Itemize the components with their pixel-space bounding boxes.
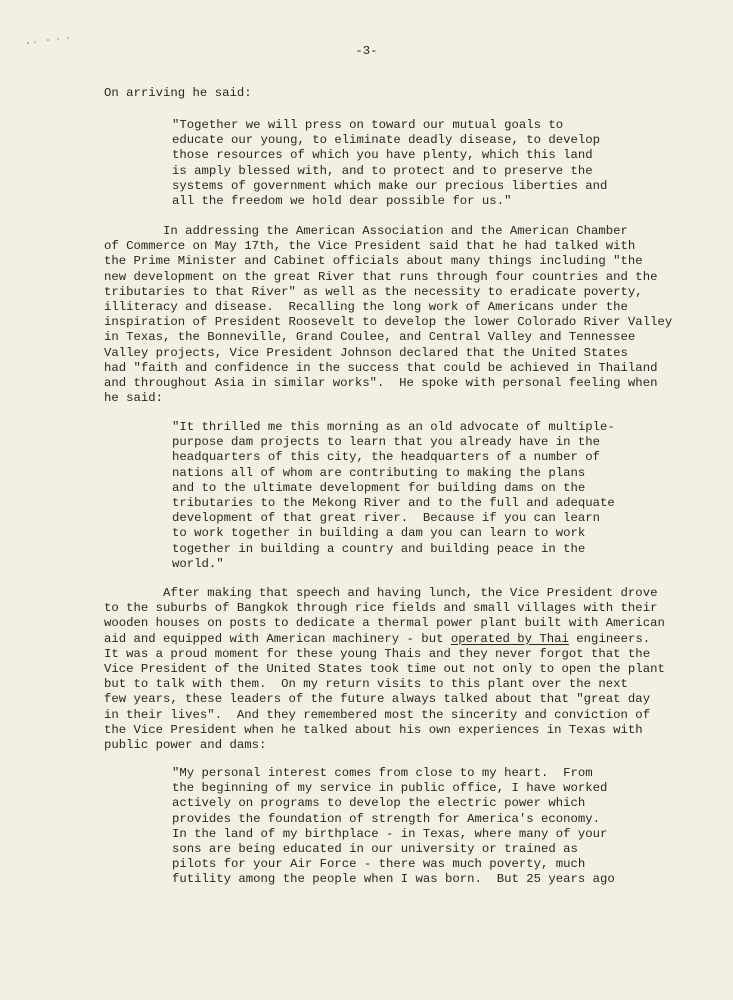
text-segment: engineers. (568, 631, 651, 646)
text-line: systems of government which make our precious liberties and (172, 178, 608, 193)
paragraph-thermal-power-plant (104, 586, 665, 753)
underlined-text: operated by Thai (450, 631, 569, 646)
text-line: and throughout Asia in similar works". He spoke with personal feeling when (104, 375, 658, 390)
text-line: actively on programs to develop the electric power which (172, 796, 586, 811)
text-line: nations all of whom are contributing to making the plans (172, 465, 586, 480)
quote-multiple-purpose-dams (172, 420, 615, 572)
text-line: tributaries to the Mekong River and to the full and adequate (172, 495, 615, 510)
text-line: to work together in building a dam you can learn to work (172, 526, 586, 541)
text-line: tributaries to that River" as well as the necessity to eradicate poverty, (104, 284, 643, 299)
text-line: illiteracy and disease. Recalling the long work of Americans under the (104, 299, 628, 314)
text-line: the Prime Minister and Cabinet officials about many things including "the (104, 254, 643, 269)
text-line: of Commerce on May 17th, the Vice President said that he had talked with (104, 239, 636, 254)
text-line: "Together we will press on toward our mutual goals to (172, 118, 564, 132)
text-line: inspiration of President Roosevelt to develop the lower Colorado River Valley (104, 315, 673, 330)
text-line: Valley projects, Vice President Johnson declared that the United States (104, 345, 628, 360)
text-line: "It thrilled me this morning as an old advocate of multiple- (172, 420, 615, 434)
text-line: those resources of which you have plenty, which this land (172, 148, 593, 163)
intro-paragraph (104, 86, 252, 101)
text-line: sons are being educated in our university or trained as (172, 841, 578, 856)
text-line: development of that great river. Because if you can learn (172, 511, 601, 526)
text-line (104, 632, 665, 647)
text-line: futility among the people when I was born. But 25 years ago (172, 872, 615, 887)
text-line: "My personal interest comes from close to my heart. From (172, 766, 593, 780)
text-line: It was a proud moment for these young Thais and they never forgot that the (104, 646, 651, 661)
text-line: is amply blessed with, and to protect and to preserve the (172, 163, 593, 178)
text-line: but to talk with them. On my return visits to this plant over the next (104, 677, 628, 692)
text-line: public power and dams: (104, 737, 267, 752)
text-line: new development on the great River that runs through four countries and the (104, 269, 658, 284)
paragraph-american-chamber-address (104, 224, 672, 406)
quote-together-we-will-press-on (172, 118, 607, 209)
text-line: in their lives". And they remembered most the sincerity and conviction of (104, 707, 651, 722)
text-line: the beginning of my service in public office, I have worked (172, 781, 608, 796)
text-line: and to the ultimate development for building dams on the (172, 480, 586, 495)
text-line: had "faith and confidence in the success that could be achieved in Thailand (104, 360, 658, 375)
text-line: world." (172, 556, 224, 571)
text-line: headquarters of this city, the headquarters of a number of (172, 450, 601, 465)
text-line: he said: (104, 391, 164, 406)
text-line: to the suburbs of Bangkok through rice fields and small villages with their (104, 601, 658, 616)
text-line: purpose dam projects to learn that you already have in the (172, 435, 601, 450)
text-segment: aid and equipped with American machinery - but (104, 631, 451, 646)
text-line: pilots for your Air Force - there was much poverty, much (172, 857, 586, 872)
text-line: In the land of my birthplace - in Texas, where many of your (172, 826, 608, 841)
quote-personal-interest (172, 766, 615, 888)
text-line: in Texas, the Bonneville, Grand Coulee, and Central Valley and Tennessee (104, 330, 636, 345)
text-line: provides the foundation of strength for America's economy. (172, 811, 601, 826)
text-line: Vice President of the United States took time out not only to open the plant (104, 661, 665, 676)
text-line: In addressing the American Association and the American Chamber (104, 224, 628, 238)
text-line: all the freedom we hold dear possible for us." (172, 193, 512, 208)
text-line: After making that speech and having lunch, the Vice President drove (104, 586, 658, 600)
text-line: wooden houses on posts to dedicate a thermal power plant built with American (104, 616, 665, 631)
text-line: the Vice President when he talked about his own experiences in Texas with (104, 722, 643, 737)
text-line: few years, these leaders of the future always talked about that "great day (104, 692, 651, 707)
text-line: On arriving he said: (104, 86, 252, 100)
text-line: together in building a country and building peace in the (172, 541, 586, 556)
page-number: -3- (355, 44, 378, 58)
text-line: educate our young, to eliminate deadly disease, to develop (172, 133, 601, 148)
